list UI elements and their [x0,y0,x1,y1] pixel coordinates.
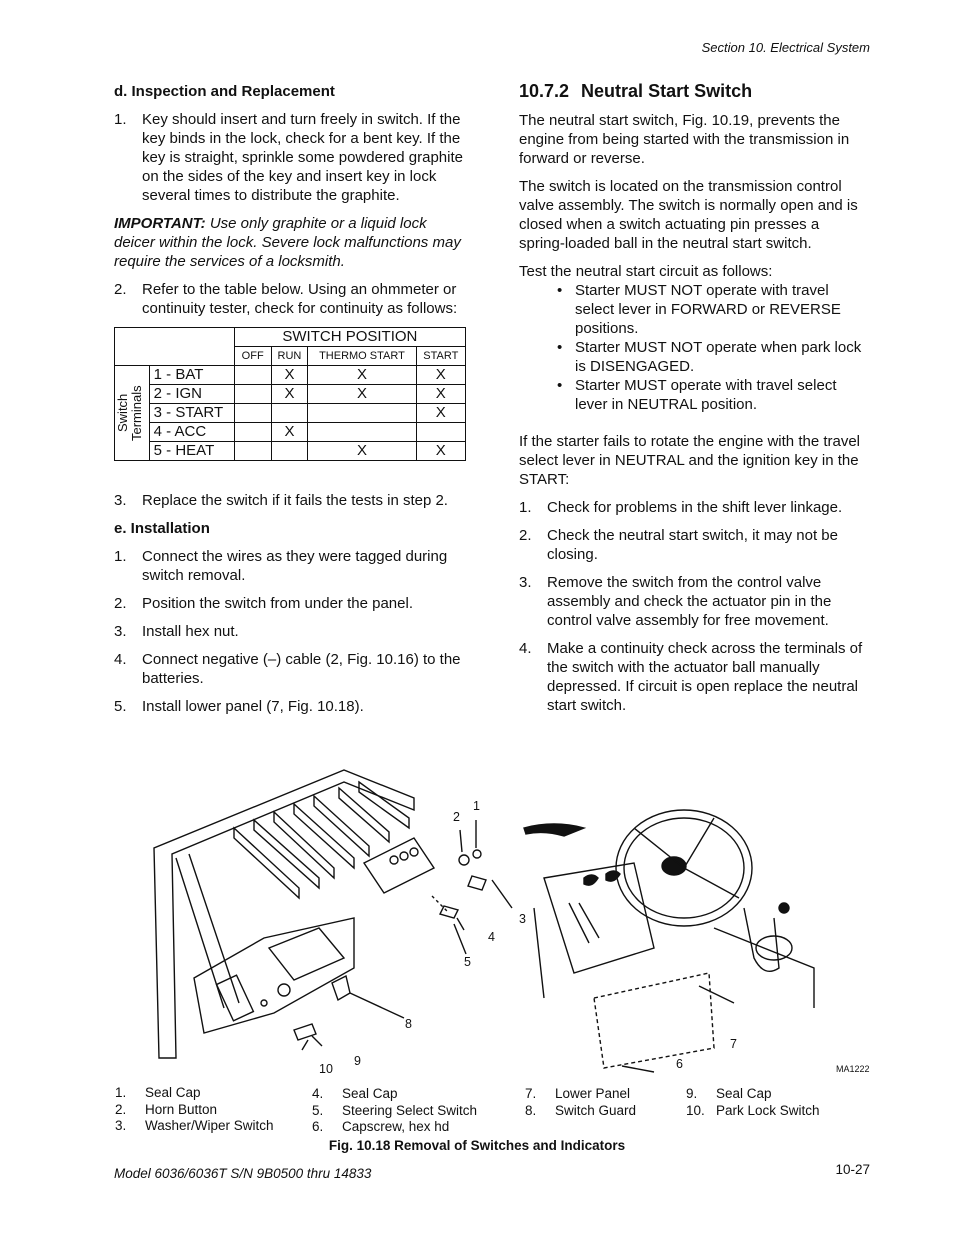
table-row: 5 - HEAT X X [115,442,466,461]
install-step: 1. Connect the wires as they were tagged during switch removal. [114,548,448,584]
list-item: 2. Horn Button [115,1101,218,1117]
install-step: 2. Position the switch from under the panel. [114,595,413,612]
callout-6: 6 [676,1057,683,1071]
switch-continuity-table [114,327,466,461]
paragraph: The switch is located on the transmission control valve assembly. The switch is normally open and is closed when a switch actuating pin presses a spring-loaded ball in the neutral start switch. [519,178,858,252]
callout-4: 4 [488,930,495,944]
figure-code: MA1222 [836,1064,870,1074]
legend-col-1 [115,1085,274,1135]
installation-heading: e. Installation [114,520,210,537]
callout-7: 7 [730,1037,737,1051]
list-item: 4. Seal Cap [312,1086,398,1101]
col-off: OFF [234,347,271,366]
inspection-step-3: 3. Replace the switch if it fails the tests in step 2. [114,492,448,509]
paragraph: The neutral start switch, Fig. 10.19, prevents the engine from being started with the transmission in forward or reverse. [519,112,850,167]
list-item: 3. Washer/Wiper Switch [115,1118,274,1133]
inspection-heading: d. Inspection and Replacement [114,83,335,100]
page-number: 10-27 [835,1162,870,1177]
col-start: START [416,347,465,366]
footer-model: Model 6036/6036T S/N 9B0500 thru 14833 [114,1166,372,1181]
callout-9: 9 [354,1054,361,1068]
list-item: • Starter MUST operate with travel select lever in NEUTRAL position. [557,377,837,413]
list-item: 1. Seal Cap [115,1085,201,1100]
check-step: 4. Make a continuity check across the terminals of the switch with the actuator ball manually depressed. If circuit is open replace the neutral start switch. [519,640,863,714]
install-step: 3. Install hex nut. [114,623,239,640]
figure-caption: Fig. 10.18 Removal of Switches and Indicators [328,1138,626,1153]
callout-2: 2 [453,810,460,824]
important-note: IMPORTANT: Use only graphite or a liquid lock deicer within the lock. Severe lock malfunctions may require the services of a locksmith. [114,215,461,270]
callout-10: 10 [319,1062,333,1076]
list-item: 8. Switch Guard [525,1102,637,1118]
table-row: Switch Terminals 1 - BAT X X X [115,366,466,385]
list-item: 7. Lower Panel [525,1086,631,1101]
callout-5: 5 [464,955,471,969]
inspection-step-2: 2. Refer to the table below. Using an ohmmeter or continuity tester, check for continuity as follows: [114,281,458,317]
test-bullets [519,281,869,414]
legend-col-2 [312,1086,477,1136]
switches-removal-figure [114,768,874,1080]
list-item: 10. Park Lock Switch [686,1102,820,1118]
list-item: • Starter MUST NOT operate when park lock is DISENGAGED. [557,339,862,375]
callout-8: 8 [405,1017,412,1031]
right-column [519,82,869,724]
legend-col-3 [525,1086,636,1119]
inspection-step-1: 1. Key should insert and turn freely in switch. If the key binds in the lock, check for a bent key. If the key is straight, sprinkle some powdered graphite on the sides of the key and insert key in lock several times to distribute the graphite. [114,111,463,204]
col-run: RUN [271,347,308,366]
table-row: 3 - START X [115,404,466,423]
table-row: 4 - ACC X [115,423,466,442]
table-row: 2 - IGN X X X [115,385,466,404]
callout-1: 1 [473,799,480,813]
table-group-header: SWITCH POSITION [234,328,465,347]
row-group-label: Switch Terminals [114,385,144,441]
check-step: 3. Remove the switch from the control valve assembly and check the actuator pin in the control valve assembly for free movement. [519,574,832,629]
paragraph: If the starter fails to rotate the engine with the travel select lever in NEUTRAL and the ignition key in the START: [519,433,861,488]
check-step: 2. Check the neutral start switch, it may not be closing. [519,527,838,563]
list-item: 6. Capscrew, hex hd [312,1119,450,1134]
left-column [114,82,466,725]
install-step: 4. Connect negative (–) cable (2, Fig. 10.16) to the batteries. [114,651,461,687]
list-item: 5. Steering Select Switch [312,1102,478,1118]
page-header: Section 10. Electrical System [701,40,870,55]
legend-col-4 [686,1086,820,1119]
check-step: 1. Check for problems in the shift lever linkage. [519,499,843,516]
install-step: 5. Install lower panel (7, Fig. 10.18). [114,698,364,715]
section-heading: 10.7.2 Neutral Start Switch [519,81,753,101]
list-item: 9. Seal Cap [686,1086,772,1101]
callout-3: 3 [519,912,526,926]
col-thermo-start: THERMO START [308,347,416,366]
list-item: • Starter MUST NOT operate with travel select lever in FORWARD or REVERSE positions. [557,282,841,337]
paragraph: Test the neutral start circuit as follows: [519,263,773,280]
